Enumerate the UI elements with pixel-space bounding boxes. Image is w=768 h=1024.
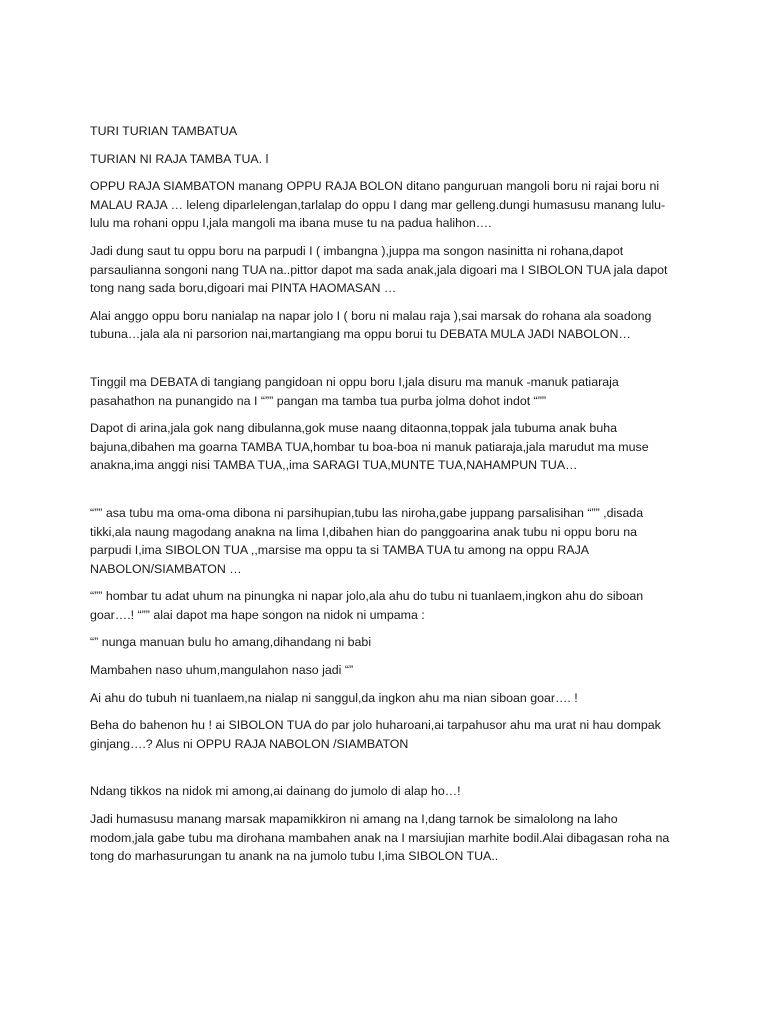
- paragraph-8: “” nunga manuan bulu ho amang,dihandang ni babi: [90, 635, 372, 650]
- section-spacer: [90, 353, 680, 373]
- paragraph-13: Jadi humasusu manang marsak mapamikkiron ni amang na I,dang tarnok be simalolong na laho modom,jala gabe tubu ma dirohana mambahen anak na I marsiujian marhite bodil.Alai dibagasan roha na tong do marhasurungan tu anank na na jumolo tubu I,ima SIBOLON TUA..: [90, 812, 670, 864]
- paragraph-1: OPPU RAJA SIAMBATON manang OPPU RAJA BOLON ditano panguruan mangoli boru ni rajai boru ni MALAU RAJA … leleng diparlelengan,tarlalap do oppu I dang mar gelleng.dungi humasusu manang lulu-lulu ma rohani oppu I,jala mangoli ma ibana muse tu na padua halihon….: [90, 179, 666, 231]
- document-subtitle: TURIAN NI RAJA TAMBA TUA. l: [90, 151, 269, 166]
- paragraph-7: “”” hombar tu adat uhum na pinungka ni napar jolo,ala ahu do tubu ni tuanlaem,ingkon ahu do siboan goar….! “”” alai dapot ma hape songon na nidok ni umpama :: [90, 589, 644, 622]
- paragraph-10: Ai ahu do tubuh ni tuanlaem,na nialap ni sanggul,da ingkon ahu ma nian siboan goar…. !: [90, 690, 578, 705]
- document-page: [90, 122, 680, 875]
- paragraph-12: Ndang tikkos na nidok mi among,ai dainang do jumolo di alap ho…!: [90, 784, 461, 799]
- section-spacer: [90, 762, 680, 782]
- document-title: TURI TURIAN TAMBATUA: [90, 124, 238, 138]
- paragraph-6: “”” asa tubu ma oma-oma dibona ni parsihupian,tubu las niroha,gabe juppang parsalisihan “”” ,disada tikki,ala naung magodang anakna na lima I,dibahen hian do panggoarina anak tubu ni oppu boru na parpudi I,ima SIBOLON TUA ,,marsise ma oppu ta si TAMBA TUA tu among na oppu RAJA NABOLON/SIAMBATON …: [90, 505, 644, 576]
- section-spacer: [90, 484, 680, 504]
- paragraph-5: Dapot di arina,jala gok nang dibulanna,gok muse naang ditaonna,toppak jala tubuma anak buha bajuna,dibahen ma goarna TAMBA TUA,hombar tu boa-boa ni manuk patiaraja,jala marudut ma muse anakna,ima anggi nisi TAMBA TUA,,ima SARAGI TUA,MUNTE TUA,NAHAMPUN TUA…: [90, 421, 649, 473]
- paragraph-2: Jadi dung saut tu oppu boru na parpudi I ( imbangna ),juppa ma songon nasinitta ni rohana,dapot parsaulianna songoni nang TUA na..pittor dapot ma sada anak,jala digoari ma I SIBOLON TUA jala dapot tong nang sada boru,digoari mai PINTA HAOMASAN …: [90, 243, 668, 296]
- paragraph-3: Alai anggo oppu boru nanialap na napar jolo I ( boru ni malau raja ),sai marsak do rohana ala soadong tubuna…jala ala ni parsorion nai,martangiang ma oppu borui tu DEBATA MULA JADI NABOLON…: [90, 308, 652, 342]
- paragraph-9: Mambahen naso uhum,mangulahon naso jadi “”: [90, 663, 354, 678]
- paragraph-4: Tinggil ma DEBATA di tangiang pangidoan ni oppu boru I,jala disuru ma manuk -manuk patiaraja pasahathon na punangido na I “”” pangan ma tamba tua purba jolma dohot indot “””: [90, 374, 619, 408]
- paragraph-11: Beha do bahenon hu ! ai SIBOLON TUA do par jolo huharoani,ai tarpahusor ahu ma urat ni hau dompak ginjang….? Alus ni OPPU RAJA NABOLON /SIAMBATON: [90, 718, 661, 751]
